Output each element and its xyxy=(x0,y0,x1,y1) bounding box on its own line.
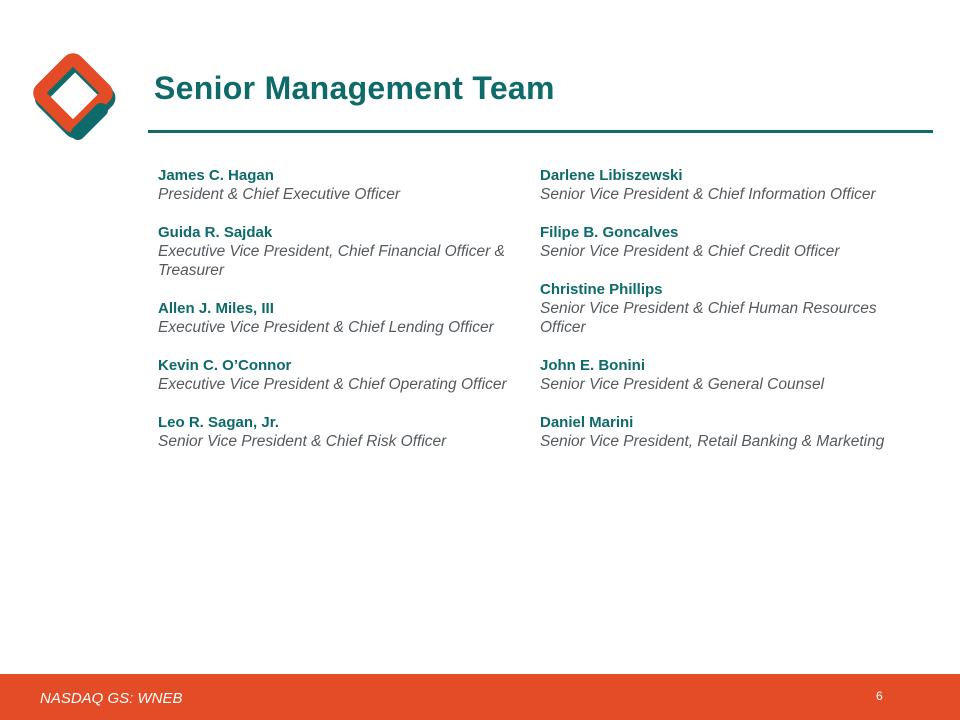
footer-ticker: NASDAQ GS: WNEB xyxy=(40,690,183,707)
member-role: Executive Vice President & Chief Lending Officer xyxy=(158,319,494,336)
title-divider xyxy=(148,130,933,133)
member-role: Senior Vice President, Retail Banking & Marketing xyxy=(540,433,885,450)
page-title: Senior Management Team xyxy=(154,70,555,106)
footer-bar xyxy=(0,674,960,720)
member-name: James C. Hagan xyxy=(158,167,274,184)
team-member xyxy=(158,166,518,204)
team-member xyxy=(158,299,518,337)
member-name: Leo R. Sagan, Jr. xyxy=(158,414,279,431)
team-member xyxy=(540,356,900,394)
member-name: Daniel Marini xyxy=(540,414,634,431)
team-member xyxy=(158,413,518,451)
team-member xyxy=(158,356,518,394)
member-name: Christine Phillips xyxy=(540,281,663,298)
member-role: Senior Vice President & General Counsel xyxy=(540,376,825,393)
team-member xyxy=(540,413,900,451)
member-name: Allen J. Miles, III xyxy=(158,300,274,317)
team-member xyxy=(540,223,900,261)
member-role: Executive Vice President, Chief Financial Officer & Treasurer xyxy=(158,243,505,279)
member-role: Senior Vice President & Chief Human Resources Officer xyxy=(540,300,877,336)
member-role: President & Chief Executive Officer xyxy=(158,186,401,203)
team-member xyxy=(158,223,518,280)
member-role: Executive Vice President & Chief Operating Officer xyxy=(158,376,507,393)
team-member xyxy=(540,280,900,337)
team-column-left xyxy=(158,166,518,470)
member-name: Guida R. Sajdak xyxy=(158,224,273,241)
member-role: Senior Vice President & Chief Information Officer xyxy=(540,186,876,203)
member-name: Kevin C. O’Connor xyxy=(158,357,292,374)
member-role: Senior Vice President & Chief Credit Officer xyxy=(540,243,840,260)
member-name: Filipe B. Goncalves xyxy=(540,224,679,241)
member-role: Senior Vice President & Chief Risk Officer xyxy=(158,433,447,450)
team-column-right xyxy=(540,166,900,470)
company-logo xyxy=(22,46,124,146)
team-member xyxy=(540,166,900,204)
page-number: 6 xyxy=(876,689,883,703)
member-name: John E. Bonini xyxy=(540,357,645,374)
member-name: Darlene Libiszewski xyxy=(540,167,683,184)
